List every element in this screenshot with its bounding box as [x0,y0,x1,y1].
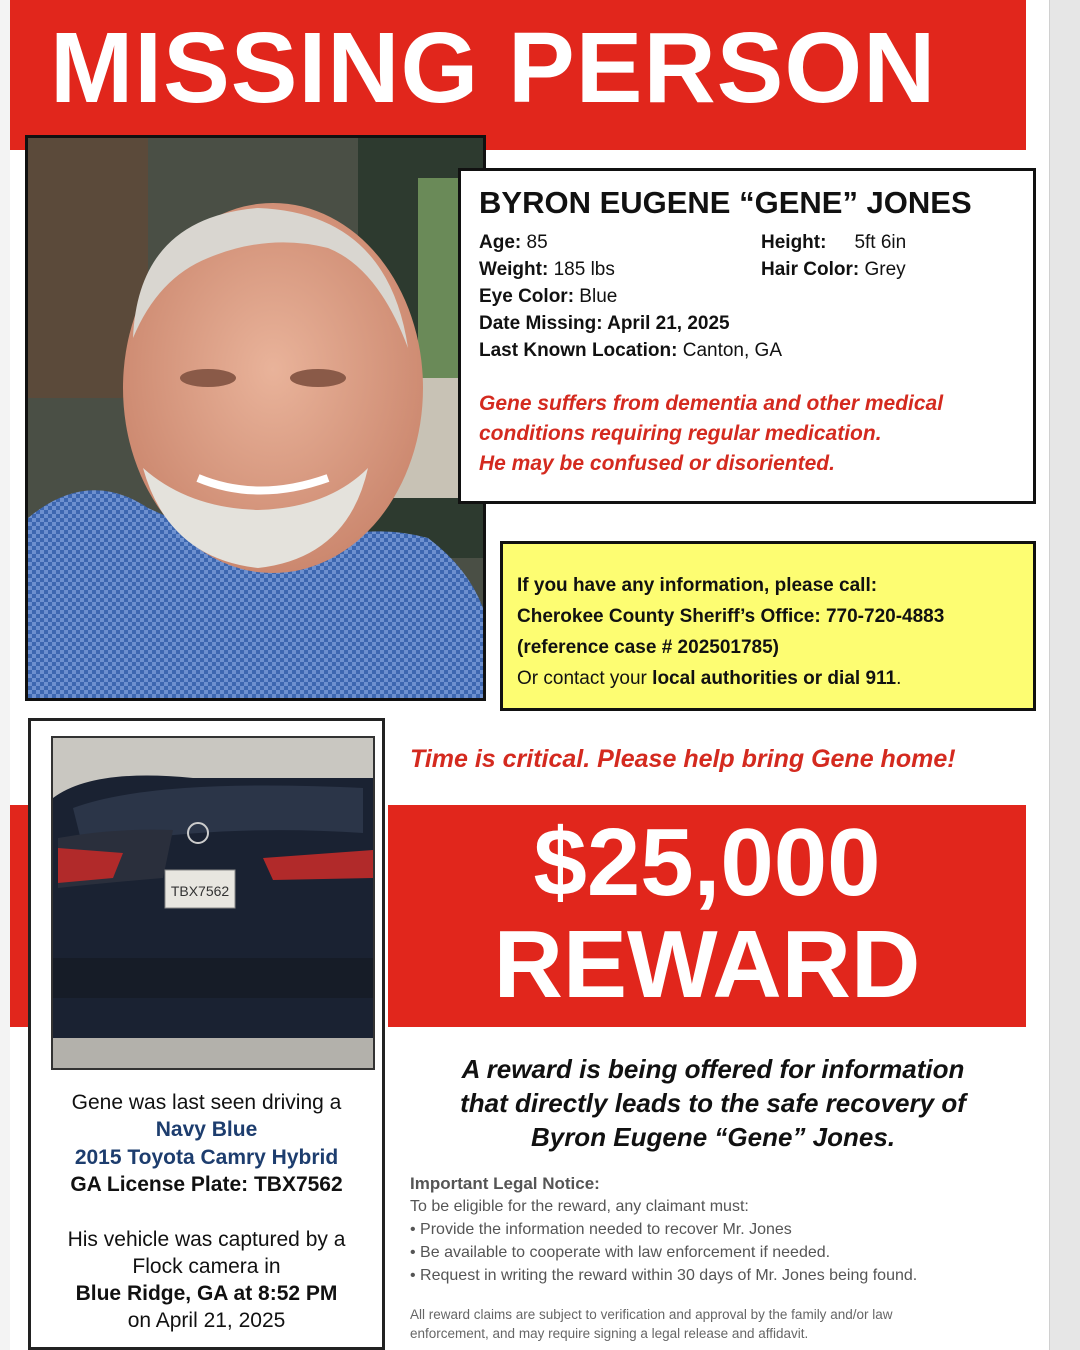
person-details-right [761,229,906,283]
reward-desc-line: A reward is being offered for information [461,1054,965,1084]
page-edge [1049,0,1080,1350]
fine-line: All reward claims are subject to verification and approval by the family and/or law [410,1307,893,1322]
location-row [479,337,782,364]
medical-line: He may be confused or disoriented. [479,452,835,475]
vehicle-card [28,718,385,1350]
person-name: BYRON EUGENE “GENE” JONES [479,185,972,220]
reward-desc-line: that directly leads to the safe recovery of [460,1088,966,1118]
contact-line-1: If you have any information, please call: [517,575,878,596]
legal-item-text: Be available to cooperate with law enforcement if needed. [420,1244,831,1261]
contact-line-4a: Or contact your [517,668,653,689]
reward-description [408,1052,1018,1154]
hair-row [761,256,906,283]
hair-label: Hair Color: [761,259,860,280]
eye-label: Eye Color: [479,286,575,307]
legal-heading: Important Legal Notice: [410,1174,600,1193]
vehicle-model: 2015 Toyota Camry Hybrid [74,1146,339,1169]
legal-item-text: Request in writing the reward within 30 days of Mr. Jones being found. [420,1267,918,1284]
legal-notice [410,1172,1030,1287]
location-label: Last Known Location: [479,340,678,361]
height-row [761,229,906,256]
location-value: Canton, GA [677,340,782,361]
eye-row [479,283,782,310]
contact-line-4b: local authorities or dial 911 [652,668,897,689]
reward-banner [388,805,1026,1027]
fine-line: enforcement, and may require signing a legal release and affidavit. [410,1326,809,1341]
contact-case-number: (reference case # 202501785) [517,637,779,658]
reward-amount: $25,000 [533,809,881,916]
capture-location: Blue Ridge, GA at 8:52 PM [75,1282,338,1305]
page-title: MISSING PERSON [50,12,937,124]
vehicle-plate: GA License Plate: TBX7562 [70,1173,343,1196]
legal-intro: To be eligible for the reward, any claimant must: [410,1198,749,1215]
capture-line-1: His vehicle was captured by a [67,1228,346,1251]
reward-label: REWARD [493,911,921,1018]
medical-line: conditions requiring regular medication. [479,422,882,445]
contact-lines [517,570,944,694]
weight-row [479,256,782,283]
person-photo-illustration [28,138,483,698]
age-row [479,229,782,256]
medical-line: Gene suffers from dementia and other medical [479,392,944,415]
tagline: Time is critical. Please help bring Gene home! [410,745,956,773]
contact-line-4c: . [896,668,902,689]
weight-label: Weight: [479,259,549,280]
contact-line-4 [517,663,944,694]
hair-value: Grey [859,259,906,280]
legal-item: • Provide the information needed to recover Mr. Jones [410,1221,792,1238]
flyer-page [10,0,1050,1350]
eye-value: Blue [574,286,618,307]
vehicle-color: Navy Blue [155,1118,258,1141]
date-missing: Date Missing: April 21, 2025 [479,313,730,334]
contact-box [500,541,1036,711]
medical-notice [479,389,943,479]
date-row [479,310,782,337]
license-plate-text: TBX7562 [170,883,230,899]
age-label: Age: [479,232,522,253]
height-value: 5ft 6in [854,232,907,253]
capture-date: on April 21, 2025 [127,1309,286,1332]
height-label: Height: [761,232,827,253]
reward-desc-line: Byron Eugene “Gene” Jones. [530,1122,896,1152]
title-banner [10,0,1026,150]
fine-print [410,1305,1030,1343]
age-value: 85 [521,232,548,253]
capture-line-2: Flock camera in [132,1255,281,1278]
legal-item: • Request in writing the reward within 30 days of Mr. Jones being found. [410,1267,918,1284]
legal-item: • Be available to cooperate with law enforcement if needed. [410,1244,831,1261]
legal-item-text: Provide the information needed to recover Mr. Jones [420,1221,792,1238]
vehicle-intro: Gene was last seen driving a [71,1091,342,1114]
weight-value: 185 lbs [548,259,615,280]
person-photo [25,135,486,701]
person-info-box [458,168,1036,504]
person-details-left [479,229,782,364]
car-illustration [53,738,373,1068]
vehicle-photo [51,736,375,1070]
contact-sheriff-phone: Cherokee County Sheriff’s Office: 770-720-4883 [517,606,945,627]
reward-strip-left [10,805,30,1027]
